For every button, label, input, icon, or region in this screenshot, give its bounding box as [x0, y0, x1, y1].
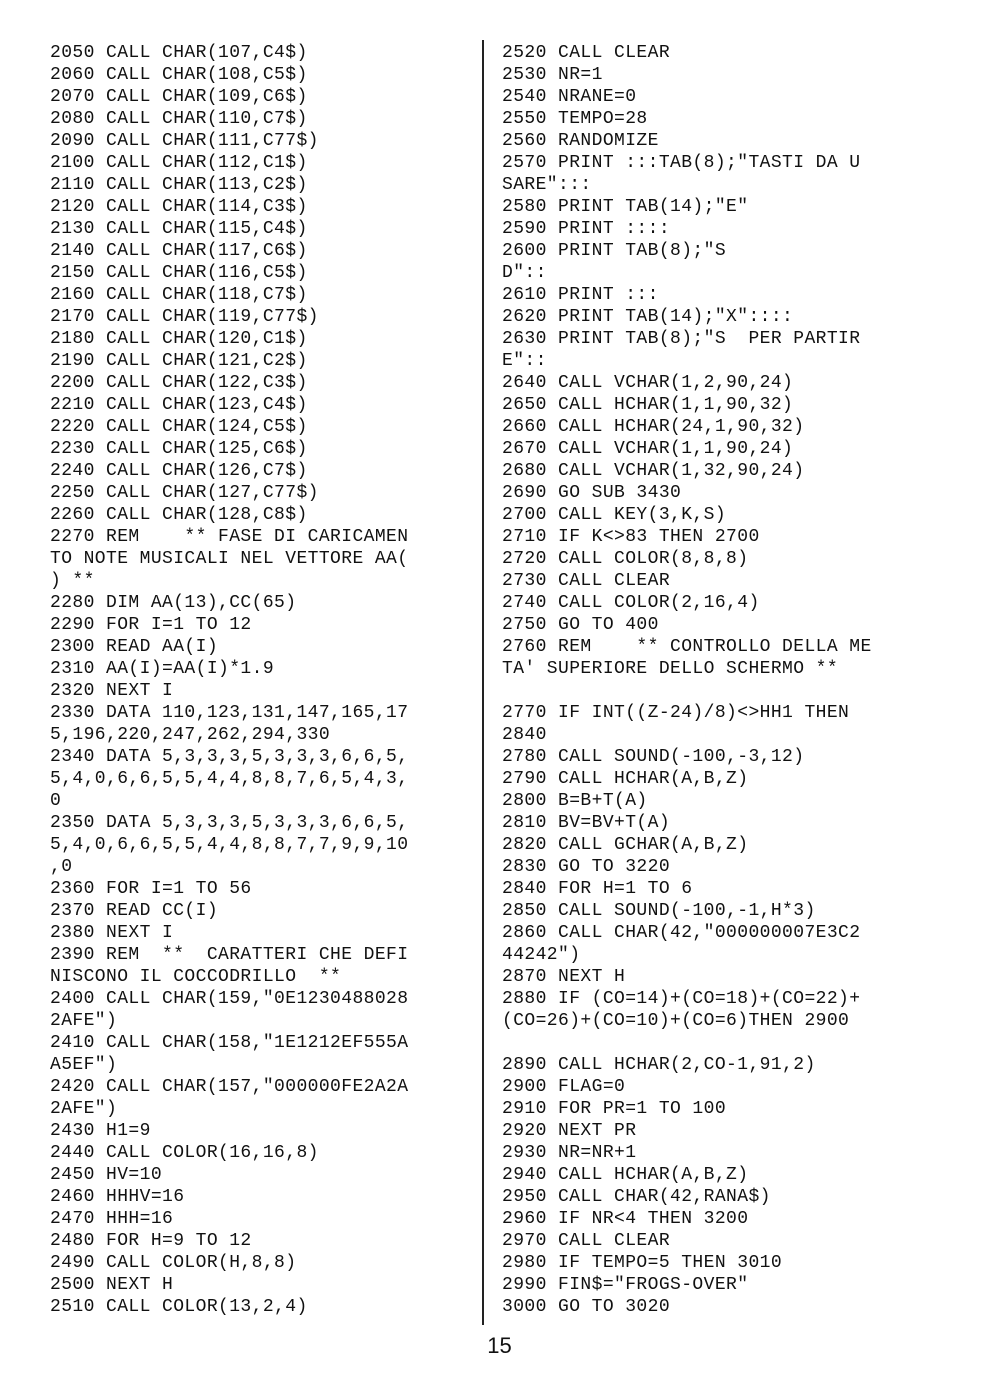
code-line: 2550 TEMPO=28 [502, 109, 648, 129]
code-line: 2220 CALL CHAR(124,C5$) [50, 417, 308, 437]
code-line: 2570 PRINT :::TAB(8);"TASTI DA U [502, 153, 861, 173]
code-line: 2580 PRINT TAB(14);"E" [502, 197, 749, 217]
code-line: 2510 CALL COLOR(13,2,4) [50, 1297, 308, 1317]
code-line: 2710 IF K<>83 THEN 2700 [502, 527, 760, 547]
code-line: A5EF") [50, 1055, 118, 1075]
code-line: 2790 CALL HCHAR(A,B,Z) [502, 769, 749, 789]
code-line: 2210 CALL CHAR(123,C4$) [50, 395, 308, 415]
code-line: 2480 FOR H=9 TO 12 [50, 1231, 252, 1251]
code-line: 2240 CALL CHAR(126,C7$) [50, 461, 308, 481]
code-line: 2110 CALL CHAR(113,C2$) [50, 175, 308, 195]
code-line: 2910 FOR PR=1 TO 100 [502, 1099, 727, 1119]
code-line [502, 1032, 872, 1054]
code-line: ,0 [50, 857, 73, 877]
code-line: 2270 REM ** FASE DI CARICAMEN [50, 527, 409, 547]
code-line: SARE"::: [502, 175, 592, 195]
code-line: 2AFE") [50, 1011, 118, 1031]
code-line: 2610 PRINT ::: [502, 285, 659, 305]
code-line: 2190 CALL CHAR(121,C2$) [50, 351, 308, 371]
code-line: 2650 CALL HCHAR(1,1,90,32) [502, 395, 794, 415]
code-line: 2500 NEXT H [50, 1275, 174, 1295]
code-line: 2690 GO SUB 3430 [502, 483, 682, 503]
code-line: 2460 HHHV=16 [50, 1187, 185, 1207]
code-line: 2AFE") [50, 1099, 118, 1119]
code-line: 2930 NR=NR+1 [502, 1143, 637, 1163]
code-line: (CO=26)+(CO=10)+(CO=6)THEN 2900 [502, 1011, 850, 1031]
code-line: 2840 [502, 725, 547, 745]
code-line: ) ** [50, 571, 95, 591]
code-line: NISCONO IL COCCODRILLO ** [50, 967, 342, 987]
code-line: 0 [50, 791, 62, 811]
code-line: 2720 CALL COLOR(8,8,8) [502, 549, 749, 569]
code-line: 2380 NEXT I [50, 923, 174, 943]
code-line: 2230 CALL CHAR(125,C6$) [50, 439, 308, 459]
code-line: 2850 CALL SOUND(-100,-1,H*3) [502, 901, 816, 921]
code-line: 2880 IF (CO=14)+(CO=18)+(CO=22)+ [502, 989, 861, 1009]
code-line: 2490 CALL COLOR(H,8,8) [50, 1253, 297, 1273]
code-line: 2800 B=B+T(A) [502, 791, 648, 811]
code-line: 2370 READ CC(I) [50, 901, 219, 921]
code-line: 2740 CALL COLOR(2,16,4) [502, 593, 760, 613]
code-line [502, 680, 872, 702]
code-line: 2180 CALL CHAR(120,C1$) [50, 329, 308, 349]
code-line: 2830 GO TO 3220 [502, 857, 671, 877]
code-line: 2670 CALL VCHAR(1,1,90,24) [502, 439, 794, 459]
code-line: TA' SUPERIORE DELLO SCHERMO ** [502, 659, 839, 679]
page-number: 15 [487, 1333, 512, 1358]
code-line: 2310 AA(I)=AA(I)*1.9 [50, 659, 275, 679]
code-line: 2520 CALL CLEAR [502, 43, 671, 63]
code-column-left [50, 42, 408, 1318]
code-line: 2450 HV=10 [50, 1165, 163, 1185]
code-line: 2700 CALL KEY(3,K,S) [502, 505, 727, 525]
code-line: 2280 DIM AA(13),CC(65) [50, 593, 297, 613]
code-line: 2260 CALL CHAR(128,C8$) [50, 505, 308, 525]
code-line: 2530 NR=1 [502, 65, 603, 85]
code-line: 2130 CALL CHAR(115,C4$) [50, 219, 308, 239]
code-line: 2640 CALL VCHAR(1,2,90,24) [502, 373, 794, 393]
code-column-right [502, 42, 872, 1318]
code-line: 2400 CALL CHAR(159,"0E1230488028 [50, 989, 409, 1009]
code-line: 2780 CALL SOUND(-100,-3,12) [502, 747, 805, 767]
code-line: 2990 FIN$="FROGS-OVER" [502, 1275, 749, 1295]
column-divider [482, 40, 484, 1325]
code-line: 2970 CALL CLEAR [502, 1231, 671, 1251]
code-line: 2440 CALL COLOR(16,16,8) [50, 1143, 319, 1163]
code-line: 44242") [502, 945, 581, 965]
code-line: 2540 NRANE=0 [502, 87, 637, 107]
code-line: 2660 CALL HCHAR(24,1,90,32) [502, 417, 805, 437]
code-line: 2080 CALL CHAR(110,C7$) [50, 109, 308, 129]
code-line: 2600 PRINT TAB(8);"S [502, 241, 727, 261]
code-line: 2350 DATA 5,3,3,3,5,3,3,3,6,6,5, [50, 813, 409, 833]
code-line: 2290 FOR I=1 TO 12 [50, 615, 252, 635]
code-line: 2160 CALL CHAR(118,C7$) [50, 285, 308, 305]
code-line: 2760 REM ** CONTROLLO DELLA ME [502, 637, 872, 657]
code-line: 2200 CALL CHAR(122,C3$) [50, 373, 308, 393]
code-line: 2360 FOR I=1 TO 56 [50, 879, 252, 899]
code-line: 2100 CALL CHAR(112,C1$) [50, 153, 308, 173]
code-line: 2090 CALL CHAR(111,C77$) [50, 131, 319, 151]
code-line: 2070 CALL CHAR(109,C6$) [50, 87, 308, 107]
code-line: 2810 BV=BV+T(A) [502, 813, 671, 833]
code-line: 5,196,220,247,262,294,330 [50, 725, 331, 745]
code-line: 2560 RANDOMIZE [502, 131, 659, 151]
code-line: D":: [502, 263, 547, 283]
code-line: 2680 CALL VCHAR(1,32,90,24) [502, 461, 805, 481]
code-line: 2150 CALL CHAR(116,C5$) [50, 263, 308, 283]
code-line: 2950 CALL CHAR(42,RANA$) [502, 1187, 771, 1207]
code-line: 2920 NEXT PR [502, 1121, 637, 1141]
code-line: 2860 CALL CHAR(42,"000000007E3C2 [502, 923, 861, 943]
code-line: 2170 CALL CHAR(119,C77$) [50, 307, 319, 327]
code-line: 2050 CALL CHAR(107,C4$) [50, 43, 308, 63]
code-line: 2140 CALL CHAR(117,C6$) [50, 241, 308, 261]
code-line: 2750 GO TO 400 [502, 615, 659, 635]
code-line: 2980 IF TEMPO=5 THEN 3010 [502, 1253, 783, 1273]
code-line: 5,4,0,6,6,5,5,4,4,8,8,7,7,9,9,10 [50, 835, 409, 855]
code-line: 2960 IF NR<4 THEN 3200 [502, 1209, 749, 1229]
code-line: 2410 CALL CHAR(158,"1E1212EF555A [50, 1033, 409, 1053]
code-line: 2430 H1=9 [50, 1121, 151, 1141]
code-line: 2060 CALL CHAR(108,C5$) [50, 65, 308, 85]
code-line: 2730 CALL CLEAR [502, 571, 671, 591]
code-line: 2890 CALL HCHAR(2,CO-1,91,2) [502, 1055, 816, 1075]
code-line: 2630 PRINT TAB(8);"S PER PARTIR [502, 329, 861, 349]
code-line: 2300 READ AA(I) [50, 637, 219, 657]
code-line: E":: [502, 351, 547, 371]
code-line: 2620 PRINT TAB(14);"X":::: [502, 307, 794, 327]
code-line: 2420 CALL CHAR(157,"000000FE2A2A [50, 1077, 409, 1097]
code-line: 3000 GO TO 3020 [502, 1297, 671, 1317]
code-line: 2870 NEXT H [502, 967, 626, 987]
code-line: 2340 DATA 5,3,3,3,5,3,3,3,6,6,5, [50, 747, 409, 767]
code-line: 2840 FOR H=1 TO 6 [502, 879, 693, 899]
code-line: 2820 CALL GCHAR(A,B,Z) [502, 835, 749, 855]
code-line: 2390 REM ** CARATTERI CHE DEFI [50, 945, 409, 965]
code-line: TO NOTE MUSICALI NEL VETTORE AA( [50, 549, 409, 569]
code-line: 2320 NEXT I [50, 681, 174, 701]
code-line: 2590 PRINT :::: [502, 219, 671, 239]
code-line: 2120 CALL CHAR(114,C3$) [50, 197, 308, 217]
code-line: 5,4,0,6,6,5,5,4,4,8,8,7,6,5,4,3, [50, 769, 409, 789]
code-line: 2470 HHH=16 [50, 1209, 174, 1229]
code-line: 2940 CALL HCHAR(A,B,Z) [502, 1165, 749, 1185]
code-line: 2770 IF INT((Z-24)/8)<>HH1 THEN [502, 703, 850, 723]
code-line: 2900 FLAG=0 [502, 1077, 626, 1097]
code-line: 2330 DATA 110,123,131,147,165,17 [50, 703, 409, 723]
code-line: 2250 CALL CHAR(127,C77$) [50, 483, 319, 503]
